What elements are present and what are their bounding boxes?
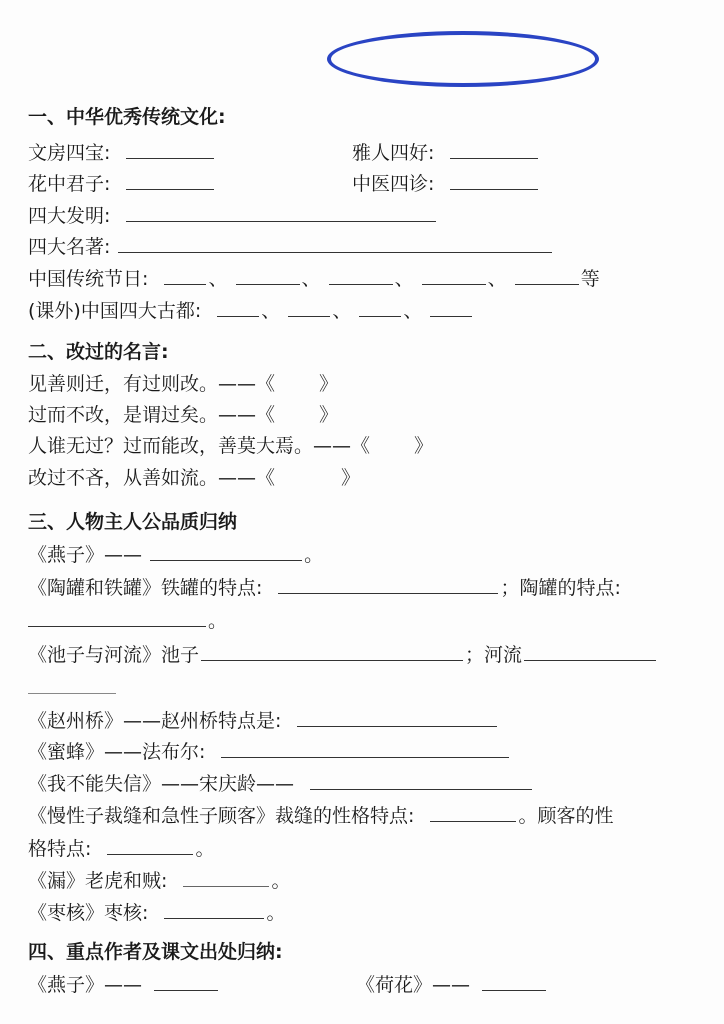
- label-author-yanzi: 《燕子》——: [28, 974, 143, 996]
- row-yanzi-quality: [28, 542, 323, 568]
- row-faming: [28, 203, 438, 229]
- blank-gudu-2[interactable]: [288, 298, 330, 317]
- blank-taoguan[interactable]: [28, 608, 206, 627]
- blank-lou[interactable]: [183, 868, 269, 887]
- row-taoguan-cont: [28, 608, 227, 634]
- blank-zaohe[interactable]: [164, 900, 264, 919]
- period: 。: [271, 870, 291, 892]
- section3-heading: 三、人物主人公品质归纳: [28, 511, 238, 533]
- blank-jieri-2[interactable]: [236, 266, 300, 285]
- label-wenfang: 文房四宝:: [28, 142, 111, 164]
- label-yanzi: 《燕子》——: [28, 544, 143, 566]
- label-guke-cont: 格特点:: [28, 838, 92, 860]
- row-zaohe: [28, 900, 285, 926]
- row-shixin: [28, 771, 534, 797]
- separator: 、: [208, 268, 228, 290]
- row-chizi: [28, 642, 656, 668]
- blank-gudu-4[interactable]: [430, 298, 472, 317]
- label-lou: 《漏》老虎和贼:: [28, 870, 168, 892]
- blank-zhaozhou[interactable]: [297, 708, 497, 727]
- separator: 、: [261, 300, 281, 322]
- label-chizi: 《池子与河流》池子: [28, 644, 200, 666]
- blank-chizi[interactable]: [201, 642, 463, 661]
- row-author-yanzi: [28, 972, 220, 998]
- row-gudu: [28, 298, 474, 324]
- separator: 、: [403, 300, 423, 322]
- blank-jieri-1[interactable]: [164, 266, 206, 285]
- separator: 、: [332, 300, 352, 322]
- row-caifeng: [28, 803, 613, 829]
- label-deng: 等: [580, 268, 600, 290]
- label-heliu: ；河流: [465, 644, 523, 666]
- row-mifeng: [28, 739, 511, 765]
- quote-4: [28, 466, 360, 492]
- blank-mifeng[interactable]: [221, 739, 509, 758]
- blank-shixin[interactable]: [310, 771, 532, 790]
- label-guke: 。顾客的性: [518, 805, 614, 827]
- close-bracket: 》: [319, 404, 339, 426]
- label-gudu: (课外)中国四大古都:: [28, 300, 202, 322]
- quote-3: [28, 434, 433, 460]
- row-yaren: [352, 140, 540, 166]
- blank-mingzhu[interactable]: [118, 234, 552, 253]
- separator: 、: [394, 268, 414, 290]
- label-huazhong: 花中君子:: [28, 173, 111, 195]
- blank-author-hehua[interactable]: [482, 972, 546, 991]
- label-tieguan: 《陶罐和铁罐》铁罐的特点:: [28, 577, 263, 599]
- label-caifeng: 《慢性子裁缝和急性子顾客》裁缝的性格特点:: [28, 805, 415, 827]
- separator: 、: [487, 268, 507, 290]
- blank-gudu-1[interactable]: [217, 298, 259, 317]
- blank-wenfang[interactable]: [126, 140, 214, 159]
- row-zhongyi: [352, 171, 540, 197]
- label-mifeng: 《蜜蜂》——法布尔:: [28, 741, 206, 763]
- blank-huazhong[interactable]: [126, 171, 214, 190]
- blank-guke[interactable]: [107, 836, 193, 855]
- label-yaren: 雅人四好:: [352, 142, 435, 164]
- blank-yaren[interactable]: [450, 140, 538, 159]
- label-zaohe: 《枣核》枣核:: [28, 902, 149, 924]
- blank-gudu-3[interactable]: [359, 298, 401, 317]
- section4-heading: 四、重点作者及课文出处归纳:: [28, 941, 283, 963]
- label-author-hehua: 《荷花》——: [356, 974, 471, 996]
- blank-jieri-5[interactable]: [515, 266, 579, 285]
- label-mingzhu: 四大名著:: [28, 236, 111, 258]
- quote-text: 改过不吝，从善如流。——《: [28, 467, 276, 489]
- period: 。: [304, 544, 324, 566]
- label-zhongyi: 中医四诊:: [352, 173, 435, 195]
- row-caifeng-cont: [28, 836, 214, 862]
- period: 。: [266, 902, 286, 924]
- label-shixin: 《我不能失信》——宋庆龄——: [28, 773, 295, 795]
- blank-yanzi-quality[interactable]: [150, 542, 302, 561]
- quote-1: [28, 372, 338, 398]
- period: 。: [195, 838, 215, 860]
- label-faming: 四大发明:: [28, 205, 111, 227]
- label-zhaozhou: 《赵州桥》——赵州桥特点是:: [28, 710, 282, 732]
- row-taoguan: [28, 575, 621, 601]
- blank-caifeng[interactable]: [430, 803, 516, 822]
- section1-heading: 一、中华优秀传统文化:: [28, 106, 226, 128]
- section2-heading: 二、改过的名言:: [28, 341, 169, 363]
- row-mingzhu: [28, 234, 554, 260]
- blue-oval-annotation: [327, 31, 599, 87]
- blank-jieri-4[interactable]: [422, 266, 486, 285]
- blank-heliu-cont[interactable]: [28, 675, 116, 694]
- blank-heliu[interactable]: [524, 642, 656, 661]
- close-bracket: 》: [341, 467, 361, 489]
- quote-text: 过而不改，是谓过矣。——《: [28, 404, 276, 426]
- row-huazhong: [28, 171, 216, 197]
- row-jieri: [28, 266, 600, 292]
- row-author-hehua: [356, 972, 548, 998]
- quote-text: 人谁无过？过而能改，善莫大焉。——《: [28, 435, 371, 457]
- blank-jieri-3[interactable]: [329, 266, 393, 285]
- row-lou: [28, 868, 290, 894]
- row-heliu-cont: [28, 675, 118, 701]
- quote-text: 见善则迁，有过则改。——《: [28, 373, 276, 395]
- row-zhaozhou: [28, 708, 499, 734]
- close-bracket: 》: [414, 435, 434, 457]
- label-taoguan: ；陶罐的特点:: [500, 577, 621, 599]
- blank-zhongyi[interactable]: [450, 171, 538, 190]
- blank-faming[interactable]: [126, 203, 436, 222]
- separator: 、: [301, 268, 321, 290]
- blank-tieguan[interactable]: [278, 575, 498, 594]
- period: 。: [208, 610, 228, 632]
- row-wenfang: [28, 140, 216, 166]
- quote-2: [28, 403, 338, 429]
- blank-author-yanzi[interactable]: [154, 972, 218, 991]
- label-jieri: 中国传统节日:: [28, 268, 149, 290]
- close-bracket: 》: [319, 373, 339, 395]
